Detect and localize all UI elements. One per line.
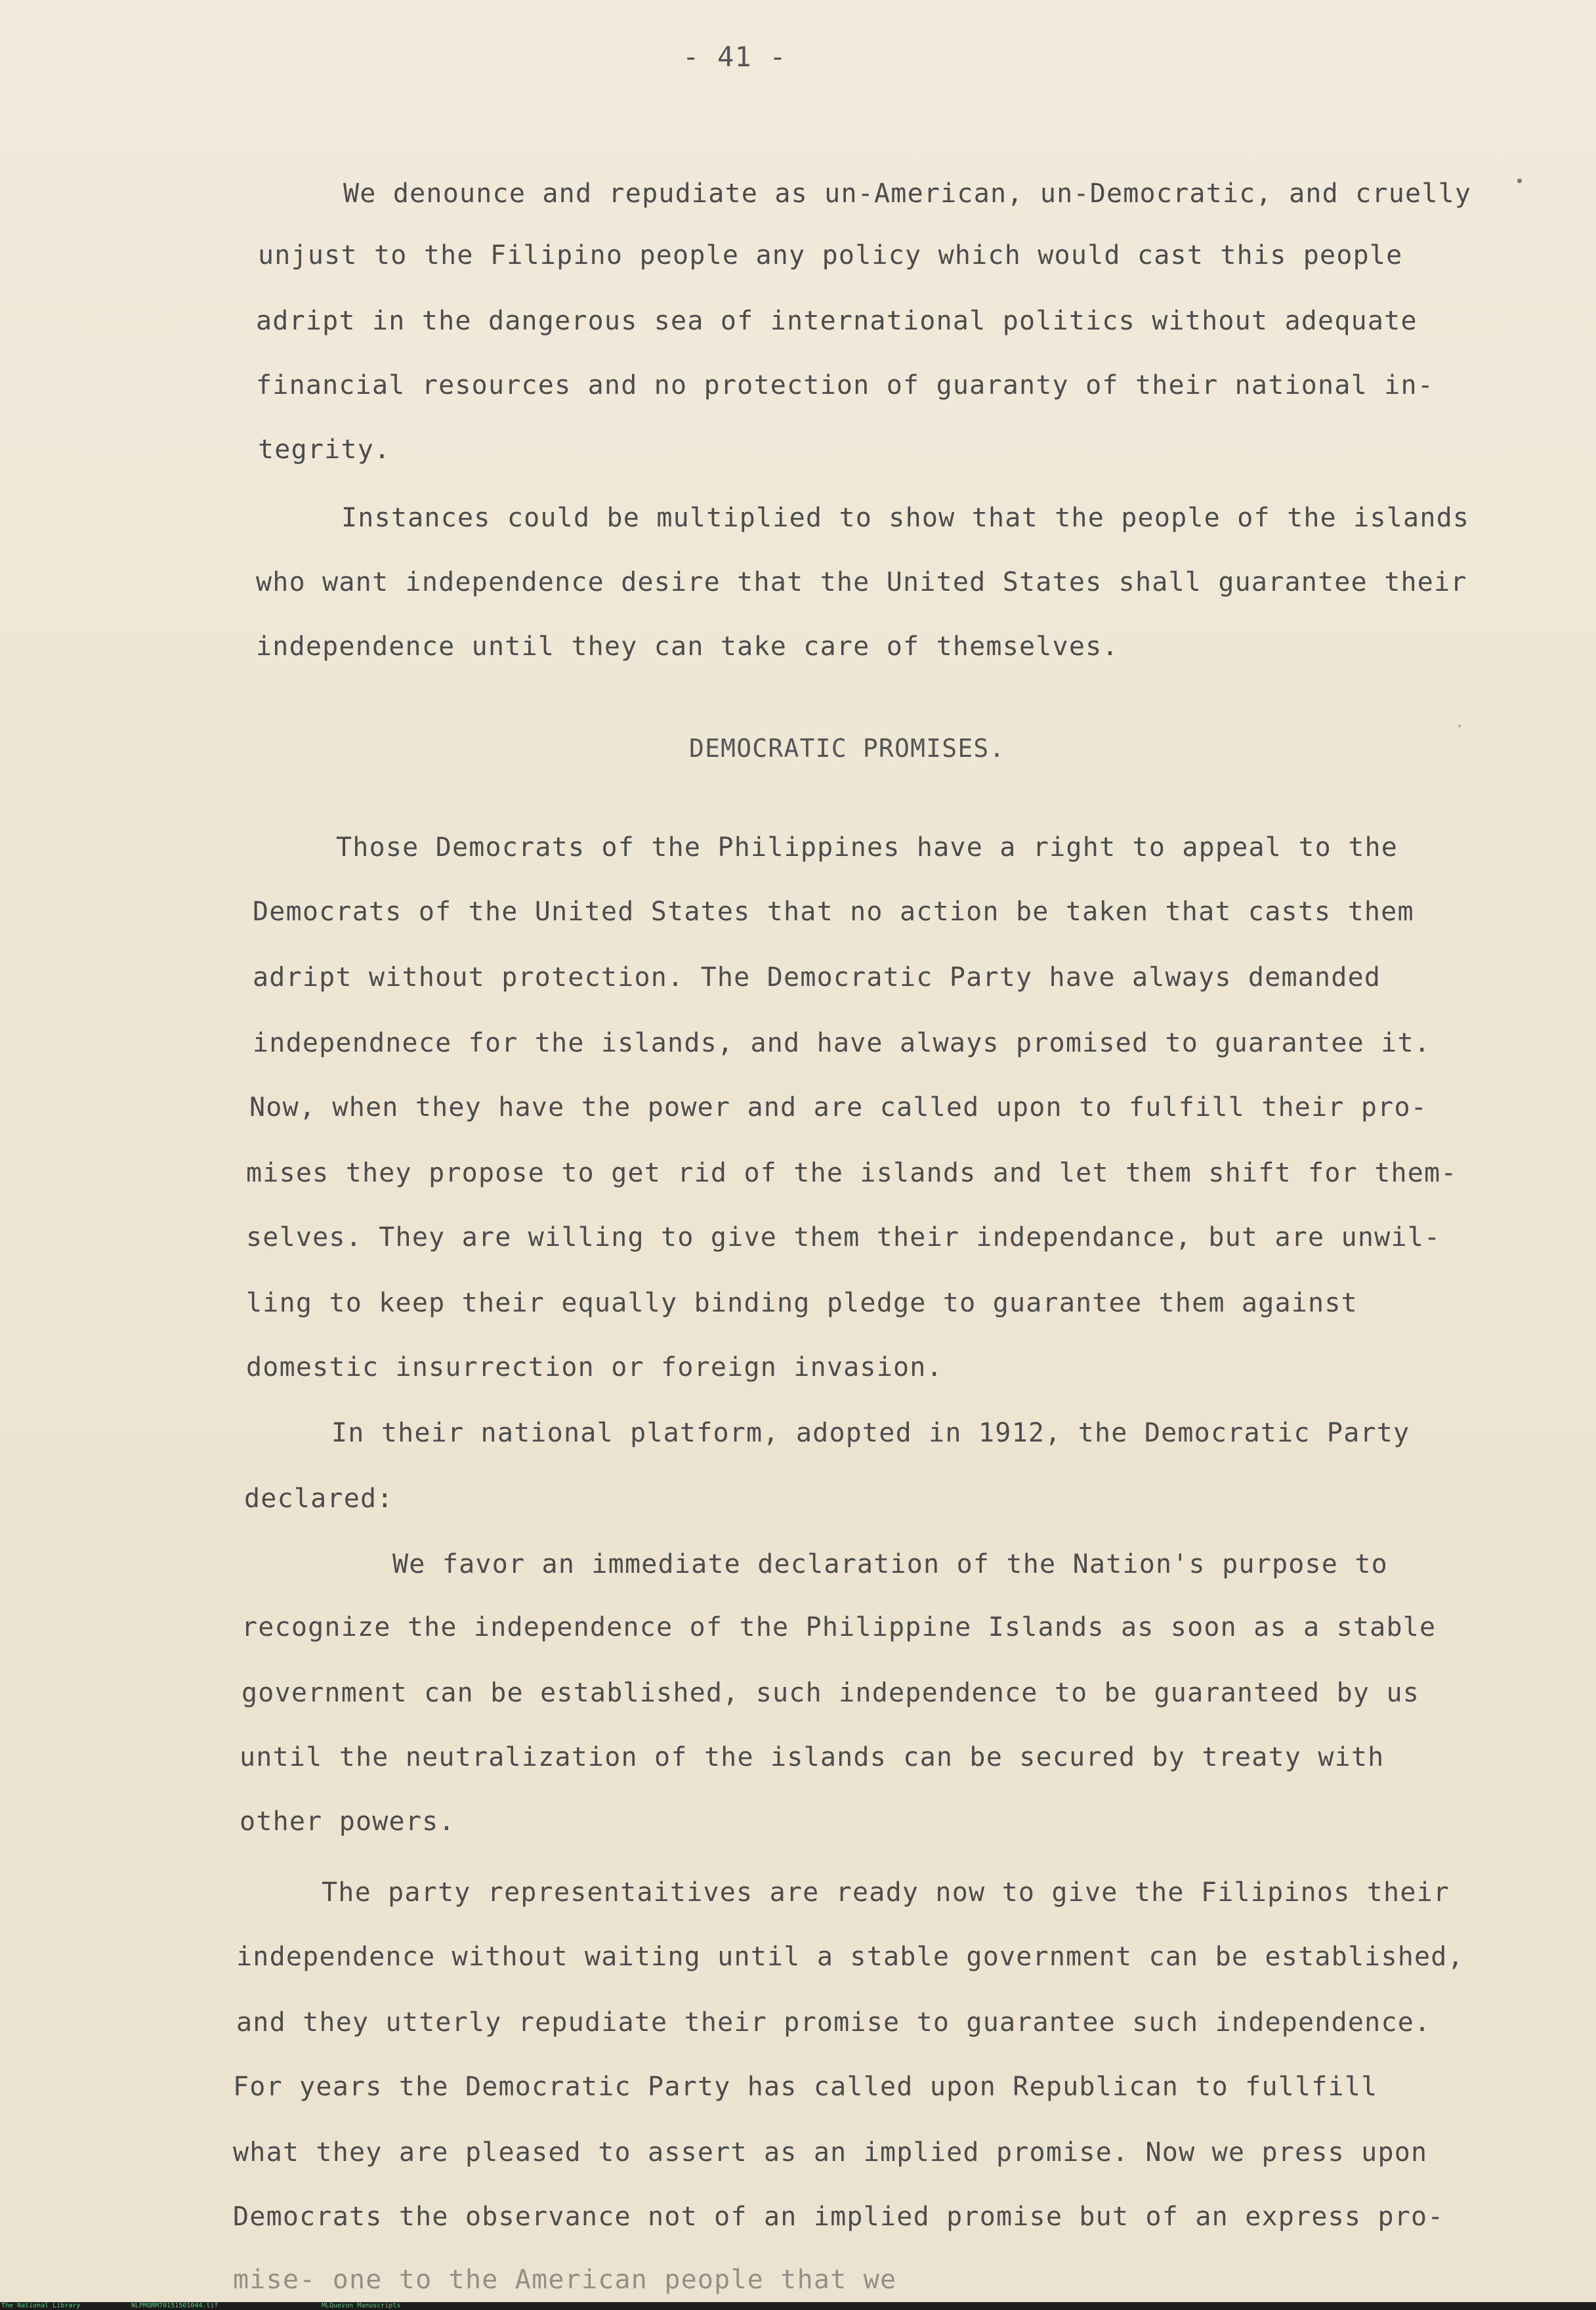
section-heading: DEMOCRATIC PROMISES. [689, 734, 1005, 763]
paragraph-line: what they are pleased to assert as an implied promise. Now we press upon [233, 2137, 1428, 2168]
paragraph-line: In their national platform, adopted in 1912, the Democratic Party [331, 1418, 1410, 1448]
paragraph-line: mises they propose to get rid of the islands and let them shift for them- [246, 1158, 1458, 1188]
quote-line: government can be established, such independence to be guaranteed by us [242, 1678, 1420, 1708]
paragraph-line: We denounce and repudiate as un-American, un-Democratic, and cruelly [343, 179, 1472, 209]
paragraph-line: domestic insurrection or foreign invasion. [246, 1352, 943, 1382]
paragraph-line: The party representaitives are ready now to give the Filipinos their [322, 1877, 1450, 1908]
footer-collection: MLQuezon Manuscripts [322, 2302, 401, 2309]
quote-line: until the neutralization of the islands can be secured by treaty with [240, 1742, 1385, 1772]
footer-library: The National Library [1, 2302, 81, 2309]
paragraph-line: financial resources and no protection of guaranty of their national in- [256, 370, 1435, 400]
archive-footer [0, 2302, 1596, 2310]
paragraph-line: Those Democrats of the Philippines have a right to appeal to the [336, 832, 1398, 863]
paragraph-line: mise- one to the American people that we [233, 2265, 897, 2295]
ink-speck [1517, 179, 1522, 183]
paragraph-line: selves. They are willing to give them their independance, but are unwil- [246, 1222, 1441, 1252]
quote-line: We favor an immediate declaration of the Nation's purpose to [392, 1549, 1388, 1579]
paragraph-line: Now, when they have the power and are called upon to fulfill their pro- [249, 1092, 1428, 1123]
page-number: - 41 - [682, 41, 787, 73]
paragraph-line: adript in the dangerous sea of international politics without adequate [256, 306, 1418, 336]
paragraph-line: Democrats the observance not of an implied promise but of an express pro- [233, 2202, 1444, 2232]
paragraph-line: who want independence desire that the United States shall guarantee their [256, 567, 1467, 597]
paragraph-line: Instances could be multiplied to show that the people of the islands [341, 503, 1470, 533]
footer-file-id: NLPMQRM70151501044.tif [131, 2302, 219, 2309]
paragraph-line: ling to keep their equally binding pledge to guarantee them against [246, 1288, 1358, 1318]
paragraph-line: adript without protection. The Democratic Party have always demanded [253, 962, 1381, 993]
paragraph-line: independence without waiting until a stable government can be established, [236, 1942, 1464, 1972]
ink-speck [1458, 725, 1461, 727]
paragraph-line: Democrats of the United States that no action be taken that casts them [253, 897, 1414, 927]
quote-line: recognize the independence of the Philippine Islands as soon as a stable [242, 1612, 1437, 1642]
paragraph-line: For years the Democratic Party has called upon Republican to fullfill [233, 2072, 1378, 2102]
paragraph-line: and they utterly repudiate their promise to guarantee such independence. [236, 2007, 1431, 2038]
paragraph-line: declared: [244, 1484, 394, 1514]
paragraph-line: independnece for the islands, and have always promised to guarantee it. [253, 1028, 1431, 1058]
paragraph-line: independence until they can take care of themselves. [256, 631, 1119, 662]
quote-line: other powers. [240, 1807, 455, 1837]
paragraph-line: tegrity. [258, 435, 391, 465]
paragraph-line: unjust to the Filipino people any policy which would cast this people [258, 240, 1403, 270]
